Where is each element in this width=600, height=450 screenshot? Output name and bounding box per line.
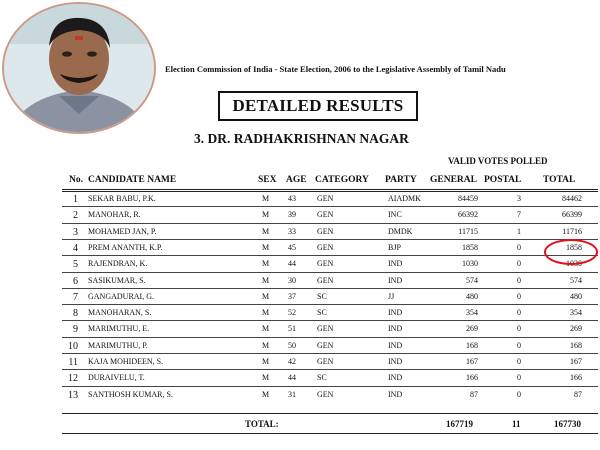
total-votes: 166 xyxy=(570,373,582,383)
candidate-name: GANGADURAI, G. xyxy=(88,291,154,301)
row-number: 9 xyxy=(73,324,78,336)
total-votes: 1858 xyxy=(566,242,582,252)
col-header-category: CATEGORY xyxy=(315,175,369,185)
row-divider xyxy=(62,272,598,273)
candidate-age: 44 xyxy=(288,259,296,269)
candidate-party: JJ xyxy=(388,291,395,301)
row-number: 3 xyxy=(73,226,78,238)
total-votes: 168 xyxy=(570,340,582,350)
candidate-party: IND xyxy=(388,389,403,399)
row-number: 2 xyxy=(73,210,78,222)
candidate-sex: M xyxy=(262,324,270,334)
col-header-no: No. xyxy=(69,175,83,185)
candidate-category: GEN xyxy=(317,210,334,220)
row-divider xyxy=(62,206,598,207)
postal-votes: 0 xyxy=(517,275,521,285)
candidate-age: 51 xyxy=(288,324,296,334)
candidate-party: IND xyxy=(388,259,403,269)
candidate-sex: M xyxy=(262,389,270,399)
total-general: 167719 xyxy=(446,419,473,429)
candidate-party: INC xyxy=(388,210,402,220)
row-divider xyxy=(62,304,598,305)
col-header-age: AGE xyxy=(286,175,307,185)
total-votes: 84462 xyxy=(562,194,582,203)
table-bottom-rule xyxy=(62,413,598,414)
total-votes: 480 xyxy=(570,291,582,301)
candidate-party: AIADMK xyxy=(388,194,421,203)
candidate-age: 33 xyxy=(288,226,296,236)
candidate-name: MARIMUTHU, E. xyxy=(88,324,150,334)
valid-votes-label: VALID VOTES POLLED xyxy=(448,156,548,166)
general-votes: 168 xyxy=(466,340,478,350)
candidate-name: SASIKUMAR, S. xyxy=(88,275,146,285)
candidate-party: IND xyxy=(388,324,403,334)
candidate-name: MARIMUTHU, P. xyxy=(88,340,148,350)
row-number: 5 xyxy=(73,259,78,271)
candidate-party: DMDK xyxy=(388,226,413,236)
general-votes: 166 xyxy=(466,373,478,383)
candidate-age: 44 xyxy=(288,373,296,383)
general-votes: 574 xyxy=(466,275,478,285)
row-divider xyxy=(62,337,598,338)
total-votes: 11716 xyxy=(562,226,582,236)
total-votes: 269 xyxy=(570,324,582,334)
candidate-name: RAJENDRAN, K. xyxy=(88,259,148,269)
general-votes: 11715 xyxy=(458,226,478,236)
general-votes: 1030 xyxy=(462,259,478,269)
candidate-category: GEN xyxy=(317,275,334,285)
totals-bottom-rule xyxy=(62,433,598,434)
general-votes: 167 xyxy=(466,357,478,366)
col-header-postal: POSTAL xyxy=(484,175,522,185)
candidate-party: IND xyxy=(388,308,403,318)
postal-votes: 0 xyxy=(517,291,521,301)
col-header-general: GENERAL xyxy=(430,175,477,185)
total-postal: 11 xyxy=(512,419,521,429)
row-divider xyxy=(62,386,598,387)
col-header-sex: SEX xyxy=(258,175,277,185)
general-votes: 84459 xyxy=(458,194,478,203)
candidate-age: 52 xyxy=(288,308,296,318)
postal-votes: 0 xyxy=(517,324,521,334)
total-votes: 574 xyxy=(570,275,582,285)
candidate-category: GEN xyxy=(317,242,334,252)
candidate-category: SC xyxy=(317,291,327,301)
col-header-total: TOTAL xyxy=(543,175,576,185)
candidate-name: DURAIVELU, T. xyxy=(88,373,145,383)
row-number: 10 xyxy=(68,340,78,352)
candidate-category: SC xyxy=(317,373,327,383)
candidate-category: GEN xyxy=(317,324,334,334)
candidate-category: GEN xyxy=(317,259,334,269)
postal-votes: 7 xyxy=(517,210,521,220)
postal-votes: 0 xyxy=(517,373,521,383)
row-number: 11 xyxy=(68,357,78,368)
candidate-party: IND xyxy=(388,357,403,366)
row-divider xyxy=(62,255,598,256)
candidate-age: 37 xyxy=(288,291,296,301)
candidate-name: KAJA MOHIDEEN, S. xyxy=(88,357,164,366)
candidate-age: 30 xyxy=(288,275,296,285)
total-votes: 87 xyxy=(574,389,582,399)
general-votes: 269 xyxy=(466,324,478,334)
candidate-sex: M xyxy=(262,194,270,203)
row-number: 8 xyxy=(73,308,78,320)
candidate-name: PREM ANANTH, K.P. xyxy=(88,242,163,252)
candidate-name: MANOHARAN, S. xyxy=(88,308,152,318)
row-divider xyxy=(62,320,598,321)
candidate-sex: M xyxy=(262,210,270,220)
candidate-sex: M xyxy=(262,340,270,350)
row-number: 12 xyxy=(68,373,78,385)
total-label: TOTAL: xyxy=(245,419,279,429)
candidate-category: SC xyxy=(317,308,327,318)
row-divider xyxy=(62,369,598,370)
header-rule xyxy=(62,189,598,192)
row-number: 7 xyxy=(73,291,78,303)
page-title: DETAILED RESULTS xyxy=(218,91,418,121)
candidate-age: 31 xyxy=(288,389,296,399)
col-header-candidate: CANDIDATE NAME xyxy=(88,175,177,185)
highlight-circle xyxy=(544,239,598,265)
general-votes: 87 xyxy=(470,389,478,399)
candidate-category: GEN xyxy=(317,340,334,350)
candidate-sex: M xyxy=(262,373,270,383)
candidate-category: GEN xyxy=(317,194,334,203)
candidate-age: 50 xyxy=(288,340,296,350)
postal-votes: 0 xyxy=(517,340,521,350)
candidate-party: IND xyxy=(388,275,403,285)
row-divider xyxy=(62,239,598,240)
total-votes: 167 xyxy=(570,357,582,366)
candidate-party: BJP xyxy=(388,242,401,252)
postal-votes: 3 xyxy=(517,194,521,203)
candidate-name: SANTHOSH KUMAR, S. xyxy=(88,389,173,399)
candidate-name: MOHAMED JAN, P. xyxy=(88,226,157,236)
total-votes: 167730 xyxy=(554,419,581,429)
general-votes: 480 xyxy=(466,291,478,301)
candidate-age: 45 xyxy=(288,242,296,252)
candidate-photo xyxy=(2,2,156,134)
row-number: 13 xyxy=(68,389,78,401)
total-votes: 1030 xyxy=(566,259,582,269)
row-divider xyxy=(62,288,598,289)
candidate-sex: M xyxy=(262,275,270,285)
candidate-sex: M xyxy=(262,357,270,366)
postal-votes: 0 xyxy=(517,357,521,366)
postal-votes: 0 xyxy=(517,308,521,318)
candidate-sex: M xyxy=(262,226,270,236)
row-number: 4 xyxy=(73,242,78,254)
candidate-age: 42 xyxy=(288,357,296,366)
candidate-sex: M xyxy=(262,291,270,301)
total-votes: 66399 xyxy=(562,210,582,220)
general-votes: 66392 xyxy=(458,210,478,220)
candidate-name: SEKAR BABU, P.K. xyxy=(88,194,156,203)
candidate-age: 43 xyxy=(288,194,296,203)
row-number: 6 xyxy=(73,275,78,287)
postal-votes: 0 xyxy=(517,389,521,399)
postal-votes: 0 xyxy=(517,259,521,269)
candidate-category: GEN xyxy=(317,389,334,399)
candidate-sex: M xyxy=(262,259,270,269)
candidate-category: GEN xyxy=(317,226,334,236)
row-divider xyxy=(62,353,598,354)
general-votes: 1858 xyxy=(462,242,478,252)
candidate-name: MANOHAR, R. xyxy=(88,210,141,220)
candidate-party: IND xyxy=(388,340,403,350)
constituency-title: 3. DR. RADHAKRISHNAN NAGAR xyxy=(194,131,409,146)
row-divider xyxy=(62,223,598,224)
candidate-sex: M xyxy=(262,308,270,318)
total-votes: 354 xyxy=(570,308,582,318)
postal-votes: 1 xyxy=(517,226,521,236)
candidate-age: 39 xyxy=(288,210,296,220)
candidate-party: IND xyxy=(388,373,403,383)
postal-votes: 0 xyxy=(517,242,521,252)
commission-header: Election Commission of India - State Election, 2006 to the Legislative Assembly of Tamil Nadu xyxy=(165,64,506,74)
general-votes: 354 xyxy=(466,308,478,318)
row-number: 1 xyxy=(73,194,78,205)
col-header-party: PARTY xyxy=(385,175,417,185)
candidate-sex: M xyxy=(262,242,270,252)
candidate-category: GEN xyxy=(317,357,334,366)
